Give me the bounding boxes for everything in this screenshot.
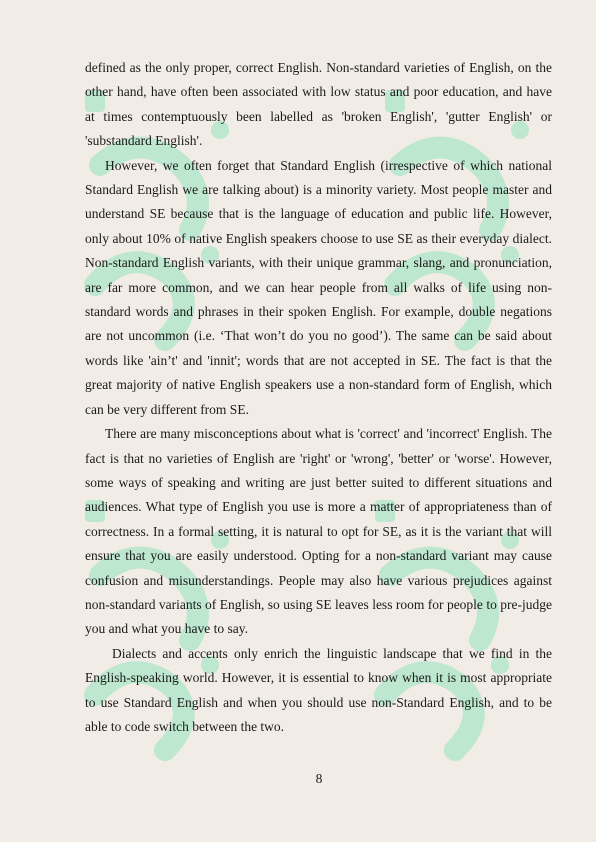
- paragraph-4: Dialects and accents only enrich the linguistic landscape that we find in the English-speaking world. However, it is essential to know when it is most appropriate to use Standard English and when you should use non-Standard English, and to be able to code switch between the two.: [85, 645, 552, 734]
- paragraph-1: defined as the only proper, correct English. Non-standard varieties of English, on the other hand, have often been associated with low status and poor education, and have at times contemptuously been labelled as 'broken English', 'gutter English' or 'substandard English'.: [85, 60, 552, 149]
- page-number: 8: [315, 771, 323, 786]
- document-body: [85, 56, 552, 739]
- paragraph-2: However, we often forget that Standard English (irrespective of which national Standard English we are talking about) is a minority variety. Most people master and understand SE because that is the language of education and public life. However, only about 10% of native English speakers choose to use SE as their everyday dialect. Non-standard English variants, with their unique grammar, slang, and pronunciation, are far more common, and we can hear people from all walks of life using non-standard words and phrases in their spoken English. For example, double negations are not uncommon (i.e. ‘That won’t do you no good’). The same can be said about words like 'ain’t' and 'innit'; words that are not accepted in SE. The fact is that the great majority of native English speakers use a non-standard form of English, which can be very different from SE.: [85, 157, 552, 417]
- paragraph-3: There are many misconceptions about what is 'correct' and 'incorrect' English. The fact is that no varieties of English are 'right' or 'wrong', 'better' or 'worse'. However, some ways of speaking and writing are just better suited to different situations and audiences. What type of English you use is more a matter of appropriateness than of correctness. In a formal setting, it is natural to opt for SE, as it is the variant that will ensure that you are easily understood. Opting for a non-standard variant may cause confusion and misunderstandings. People may also have various prejudices against non-standard variants of English, so using SE leaves less room for people to pre-judge you and what you have to say.: [85, 426, 552, 637]
